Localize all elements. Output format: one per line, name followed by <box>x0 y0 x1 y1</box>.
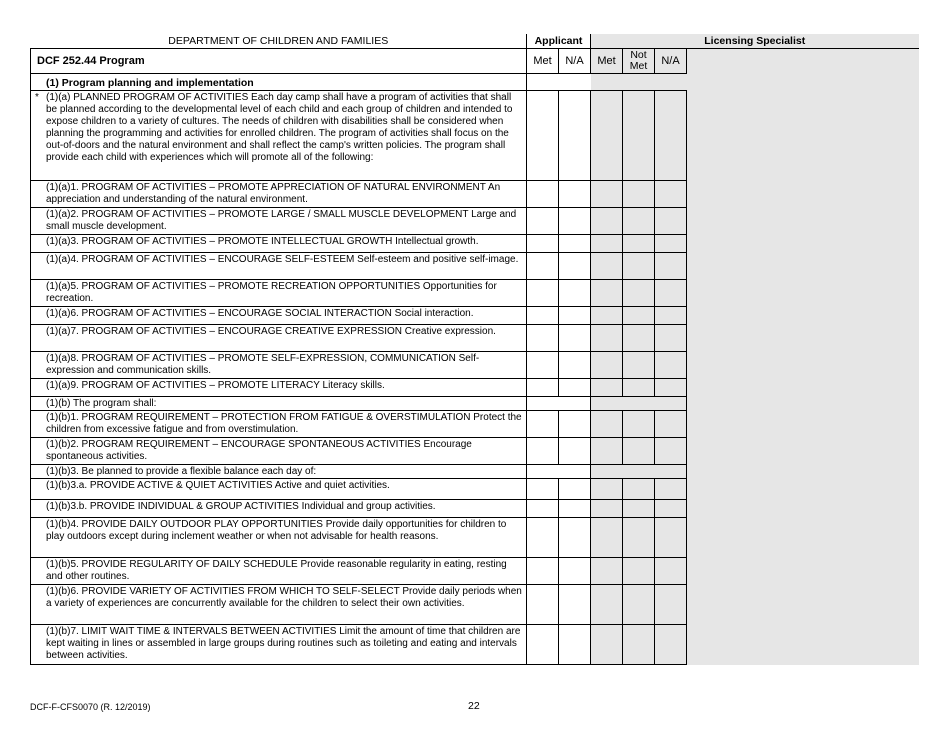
requirement-text <box>31 91 527 181</box>
applicant-na-checkbox[interactable] <box>559 253 591 280</box>
specialist-met-checkbox[interactable] <box>591 585 623 625</box>
applicant-na-checkbox[interactable] <box>559 235 591 253</box>
notes-cell <box>687 280 919 307</box>
section-blank <box>527 74 591 91</box>
specialist-na-checkbox[interactable] <box>655 625 687 665</box>
requirement-text <box>31 500 527 518</box>
requirement-text <box>31 253 527 280</box>
specialist-met-checkbox[interactable] <box>591 253 623 280</box>
requirement-text <box>31 208 527 235</box>
checklist-row <box>31 585 919 625</box>
specialist-not-met-checkbox[interactable] <box>623 352 655 379</box>
specialist-not-met-checkbox[interactable] <box>623 235 655 253</box>
checklist-row <box>31 352 919 379</box>
specialist-not-met-checkbox[interactable] <box>623 253 655 280</box>
applicant-na-checkbox[interactable] <box>559 438 591 465</box>
specialist-not-met-checkbox[interactable] <box>623 438 655 465</box>
specialist-met-checkbox[interactable] <box>591 208 623 235</box>
requirement-label: (1)(a)2. PROGRAM OF ACTIVITIES – PROMOTE LARGE / SMALL MUSCLE DEVELOPMENT Large and small muscle development. <box>46 209 517 232</box>
requirement-label: (1)(a)3. PROGRAM OF ACTIVITIES – PROMOTE INTELLECTUAL GROWTH Intellectual growth. <box>46 236 479 247</box>
notes-cell <box>687 235 919 253</box>
requirement-label: (1)(a)6. PROGRAM OF ACTIVITIES – ENCOURAGE SOCIAL INTERACTION Social interaction. <box>46 308 474 319</box>
applicant-na-checkbox[interactable] <box>559 500 591 518</box>
specialist-na-header: N/A <box>655 49 687 74</box>
specialist-na-checkbox[interactable] <box>655 500 687 518</box>
requirement-text <box>31 325 527 352</box>
applicant-na-checkbox[interactable] <box>559 208 591 235</box>
program-checklist-table <box>30 34 919 665</box>
specialist-not-met-checkbox[interactable] <box>623 91 655 181</box>
applicant-met-checkbox[interactable] <box>527 379 559 397</box>
applicant-met-checkbox[interactable] <box>527 625 559 665</box>
notes-cell <box>687 500 919 518</box>
requirement-text <box>31 307 527 325</box>
licensing-specialist-header: Licensing Specialist <box>591 34 919 49</box>
applicant-na-checkbox[interactable] <box>559 352 591 379</box>
specialist-met-checkbox[interactable] <box>591 518 623 558</box>
requirement-label: (1)(a)1. PROGRAM OF ACTIVITIES – PROMOTE APPRECIATION OF NATURAL ENVIRONMENT An appreciation and understanding of the natural environment. <box>46 182 501 205</box>
requirement-text <box>31 558 527 585</box>
applicant-na-checkbox[interactable] <box>559 518 591 558</box>
applicant-met-checkbox[interactable] <box>527 208 559 235</box>
blank-cell <box>527 465 591 479</box>
applicant-met-checkbox[interactable] <box>527 352 559 379</box>
applicant-header: Applicant <box>527 34 591 49</box>
checklist-row <box>31 438 919 465</box>
applicant-na-checkbox[interactable] <box>559 585 591 625</box>
specialist-not-met-checkbox[interactable] <box>623 518 655 558</box>
applicant-met-checkbox[interactable] <box>527 235 559 253</box>
requirement-text <box>31 465 527 479</box>
specialist-met-checkbox[interactable] <box>591 181 623 208</box>
checklist-row <box>31 625 919 665</box>
notes-cell <box>687 379 919 397</box>
requirement-label: (1)(b) The program shall: <box>46 398 157 409</box>
specialist-met-checkbox[interactable] <box>591 479 623 500</box>
applicant-met-checkbox[interactable] <box>527 518 559 558</box>
requirement-text <box>31 397 527 411</box>
applicant-met-checkbox[interactable] <box>527 558 559 585</box>
notes-cell <box>687 397 919 411</box>
section-blank-specialist <box>591 74 687 91</box>
applicant-na-checkbox[interactable] <box>559 325 591 352</box>
specialist-na-checkbox[interactable] <box>655 181 687 208</box>
specialist-na-checkbox[interactable] <box>655 235 687 253</box>
specialist-met-checkbox[interactable] <box>591 280 623 307</box>
requirement-text <box>31 411 527 438</box>
applicant-met-header: Met <box>527 49 559 74</box>
specialist-not-met-checkbox[interactable] <box>623 558 655 585</box>
notes-cell <box>687 253 919 280</box>
specialist-not-met-checkbox[interactable] <box>623 307 655 325</box>
checklist-row <box>31 91 919 181</box>
checklist-row <box>31 280 919 307</box>
requirement-label: (1)(a)4. PROGRAM OF ACTIVITIES – ENCOURAGE SELF-ESTEEM Self-esteem and positive self-image. <box>46 254 519 265</box>
notes-cell <box>687 325 919 352</box>
specialist-not-met-checkbox[interactable] <box>623 325 655 352</box>
requirement-text <box>31 479 527 500</box>
checklist-row <box>31 411 919 438</box>
checklist-row <box>31 379 919 397</box>
notes-cell <box>687 181 919 208</box>
requirement-label: (1)(b)3.b. PROVIDE INDIVIDUAL & GROUP ACTIVITIES Individual and group activities. <box>46 501 436 512</box>
notes-cell <box>687 465 919 479</box>
specialist-not-met-checkbox[interactable] <box>623 585 655 625</box>
requirement-label: (1)(b)3. Be planned to provide a flexible balance each day of: <box>46 466 317 477</box>
applicant-met-checkbox[interactable] <box>527 438 559 465</box>
applicant-met-checkbox[interactable] <box>527 307 559 325</box>
applicant-met-checkbox[interactable] <box>527 585 559 625</box>
specialist-met-checkbox[interactable] <box>591 379 623 397</box>
requirement-label: (1)(b)2. PROGRAM REQUIREMENT – ENCOURAGE SPONTANEOUS ACTIVITIES Encourage spontaneous activities. <box>46 439 472 462</box>
specialist-not-met-checkbox[interactable] <box>623 208 655 235</box>
checklist-row <box>31 558 919 585</box>
requirement-text <box>31 518 527 558</box>
checklist-row <box>31 253 919 280</box>
notes-cell <box>687 411 919 438</box>
specialist-met-checkbox[interactable] <box>591 91 623 181</box>
specialist-not-met-checkbox[interactable] <box>623 181 655 208</box>
applicant-na-checkbox[interactable] <box>559 280 591 307</box>
specialist-not-met-checkbox[interactable] <box>623 479 655 500</box>
checklist-row <box>31 235 919 253</box>
requirement-label: (1)(a)5. PROGRAM OF ACTIVITIES – PROMOTE RECREATION OPPORTUNITIES Opportunities for recreation. <box>46 281 497 304</box>
requirement-label: (1)(b)1. PROGRAM REQUIREMENT – PROTECTION FROM FATIGUE & OVERSTIMULATION Protect the children from excessive fatigue and from overstimulation. <box>46 412 522 435</box>
applicant-na-checkbox[interactable] <box>559 379 591 397</box>
applicant-met-checkbox[interactable] <box>527 91 559 181</box>
page-number: 22 <box>468 700 480 712</box>
checklist-row <box>31 325 919 352</box>
checklist-row <box>31 307 919 325</box>
form-id: DCF-F-CFS0070 (R. 12/2019) <box>30 702 151 712</box>
checklist-row <box>31 518 919 558</box>
notes-cell <box>687 438 919 465</box>
applicant-na-checkbox[interactable] <box>559 181 591 208</box>
required-star: * <box>35 92 39 103</box>
requirement-text <box>31 280 527 307</box>
blank-cell <box>591 397 687 411</box>
specialist-na-checkbox[interactable] <box>655 280 687 307</box>
requirement-label: (1)(b)5. PROVIDE REGULARITY OF DAILY SCHEDULE Provide reasonable regularity in eating, resting and other routines. <box>46 559 507 582</box>
specialist-na-checkbox[interactable] <box>655 479 687 500</box>
specialist-met-header: Met <box>591 49 623 74</box>
requirement-label: (1)(b)7. LIMIT WAIT TIME & INTERVALS BETWEEN ACTIVITIES Limit the amount of time that children are kept waiting in lines or assembled in large groups during routines such as toileting and eating and intervals between activities. <box>46 626 521 661</box>
applicant-met-checkbox[interactable] <box>527 411 559 438</box>
notes-cell <box>687 307 919 325</box>
specialist-not-met-checkbox[interactable] <box>623 625 655 665</box>
specialist-met-checkbox[interactable] <box>591 411 623 438</box>
checklist-row <box>31 208 919 235</box>
checklist-row <box>31 397 919 411</box>
requirement-text <box>31 438 527 465</box>
specialist-na-checkbox[interactable] <box>655 379 687 397</box>
specialist-met-checkbox[interactable] <box>591 438 623 465</box>
applicant-na-checkbox[interactable] <box>559 411 591 438</box>
specialist-not-met-checkbox[interactable] <box>623 411 655 438</box>
specialist-na-checkbox[interactable] <box>655 208 687 235</box>
notes-cell <box>687 518 919 558</box>
specialist-na-checkbox[interactable] <box>655 352 687 379</box>
notes-cell <box>687 625 919 665</box>
specialist-met-checkbox[interactable] <box>591 500 623 518</box>
program-title: DCF 252.44 Program <box>31 49 527 74</box>
checklist-row <box>31 479 919 500</box>
specialist-na-checkbox[interactable] <box>655 91 687 181</box>
specialist-not-met-checkbox[interactable] <box>623 280 655 307</box>
requirement-label: (1)(a)9. PROGRAM OF ACTIVITIES – PROMOTE LITERACY Literacy skills. <box>46 380 385 391</box>
applicant-na-checkbox[interactable] <box>559 307 591 325</box>
specialist-na-checkbox[interactable] <box>655 325 687 352</box>
specialist-not-met-checkbox[interactable] <box>623 500 655 518</box>
notes-cell <box>687 352 919 379</box>
specialist-na-checkbox[interactable] <box>655 558 687 585</box>
specialist-met-checkbox[interactable] <box>591 625 623 665</box>
requirement-label: (1)(a)7. PROGRAM OF ACTIVITIES – ENCOURAGE CREATIVE EXPRESSION Creative expression. <box>46 326 496 337</box>
notes-cell <box>687 208 919 235</box>
section-title: (1) Program planning and implementation <box>31 74 527 91</box>
specialist-na-checkbox[interactable] <box>655 518 687 558</box>
requirement-text <box>31 625 527 665</box>
requirement-label: (1)(b)3.a. PROVIDE ACTIVE & QUIET ACTIVITIES Active and quiet activities. <box>46 480 390 491</box>
requirement-text <box>31 235 527 253</box>
requirement-label: (1)(b)6. PROVIDE VARIETY OF ACTIVITIES FROM WHICH TO SELF-SELECT Provide daily periods when a variety of experiences are concurrently available for the children to select their own activities. <box>46 586 522 609</box>
specialist-not-met-checkbox[interactable] <box>623 379 655 397</box>
specialist-met-checkbox[interactable] <box>591 307 623 325</box>
specialist-na-checkbox[interactable] <box>655 585 687 625</box>
applicant-na-checkbox[interactable] <box>559 558 591 585</box>
notes-cell <box>687 91 919 181</box>
specialist-na-checkbox[interactable] <box>655 253 687 280</box>
requirement-text <box>31 352 527 379</box>
blank-cell <box>591 465 687 479</box>
specialist-na-checkbox[interactable] <box>655 411 687 438</box>
requirement-label: (1)(a)8. PROGRAM OF ACTIVITIES – PROMOTE SELF-EXPRESSION, COMMUNICATION Self-expression and communication skills. <box>46 353 480 376</box>
blank-cell <box>527 397 591 411</box>
applicant-met-checkbox[interactable] <box>527 325 559 352</box>
department-header: DEPARTMENT OF CHILDREN AND FAMILIES <box>31 34 527 49</box>
specialist-not-met-header: Not Met <box>623 49 655 74</box>
requirement-label: (1)(a) PLANNED PROGRAM OF ACTIVITIES Each day camp shall have a program of activities that shall be planned according to the developmental level of each child and each group of children and intended to expose children to a variety of cultures. The needs of children with disabilities shall be considered when planning the programming and activities for enrolled children. The program of activities shall focus on the out-of-doors and the natural environment and shall reflect the camp's written policies. The program shall provide each child with experiences which will promote all of the following: <box>46 92 513 163</box>
applicant-met-checkbox[interactable] <box>527 479 559 500</box>
notes-cell <box>687 585 919 625</box>
applicant-na-checkbox[interactable] <box>559 625 591 665</box>
requirement-label: (1)(b)4. PROVIDE DAILY OUTDOOR PLAY OPPORTUNITIES Provide daily opportunities for children to play outdoors except during inclement weather or when not advisable for health reasons. <box>46 519 507 542</box>
applicant-met-checkbox[interactable] <box>527 253 559 280</box>
applicant-na-checkbox[interactable] <box>559 479 591 500</box>
applicant-met-checkbox[interactable] <box>527 500 559 518</box>
notes-cell <box>687 558 919 585</box>
applicant-met-checkbox[interactable] <box>527 181 559 208</box>
applicant-na-header: N/A <box>559 49 591 74</box>
checklist-row <box>31 465 919 479</box>
applicant-na-checkbox[interactable] <box>559 91 591 181</box>
specialist-met-checkbox[interactable] <box>591 352 623 379</box>
specialist-na-checkbox[interactable] <box>655 438 687 465</box>
requirement-text <box>31 585 527 625</box>
notes-column-header <box>687 49 919 74</box>
notes-cell <box>687 479 919 500</box>
specialist-met-checkbox[interactable] <box>591 235 623 253</box>
requirement-text <box>31 379 527 397</box>
applicant-met-checkbox[interactable] <box>527 280 559 307</box>
specialist-met-checkbox[interactable] <box>591 558 623 585</box>
requirement-text <box>31 181 527 208</box>
checklist-row <box>31 181 919 208</box>
checklist-row <box>31 500 919 518</box>
specialist-na-checkbox[interactable] <box>655 307 687 325</box>
specialist-met-checkbox[interactable] <box>591 325 623 352</box>
